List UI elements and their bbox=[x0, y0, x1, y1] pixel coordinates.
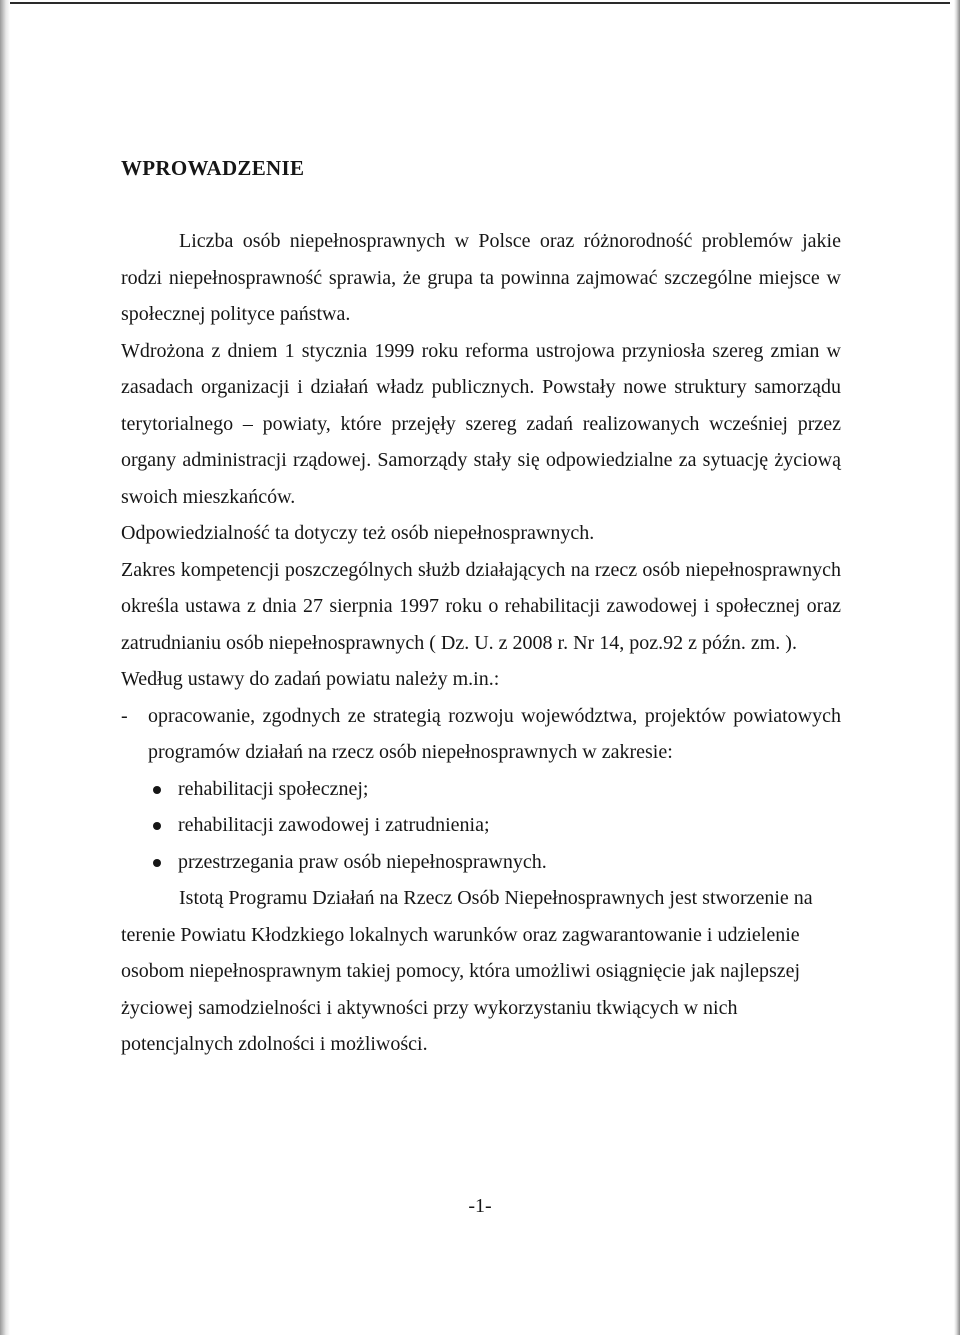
scope-bullet-list bbox=[121, 771, 841, 881]
page-number: -1- bbox=[468, 1195, 492, 1217]
bullet-item bbox=[178, 771, 841, 808]
paragraph-reform: Wdrożona z dniem 1 stycznia 1999 roku reforma ustrojowa przyniosła szereg zmian w zasadach organizacji i działań władz publicznych. Powstały nowe struktury samorządu terytorialnego – powiaty, które przejęły szereg zadań realizowanych wcześniej przez organy administracji rządowej. Samorządy stały się odpowiedzialne za sytuację życiową swoich mieszkańców. bbox=[121, 339, 841, 508]
page-title: WPROWADZENIE bbox=[121, 156, 305, 180]
paragraph-program-essence: Istotą Programu Działań na Rzecz Osób Niepełnosprawnych jest stworzenie na terenie Powiatu Kłodzkiego lokalnych warunków oraz zagwarantowanie i udzielenie osobom niepełnosprawnym takiej pomocy, która umożliwi osiągnięcie jak najlepszej życiowej samodzielności i aktywności przy wykorzystaniu tkwiących w nich potencjalnych zdolności i możliwości. bbox=[121, 887, 813, 1055]
bullet-item-text: rehabilitacji zawodowej i zatrudnienia; bbox=[178, 814, 490, 836]
paragraph-competences: Zakres kompetencji poszczególnych służb działających na rzecz osób niepełnosprawnych określa ustawa z dnia 27 sierpnia 1997 roku o rehabilitacji zawodowej i społecznej oraz zatrudnianiu osób niepełnosprawnych ( Dz. U. z 2008 r. Nr 14, poz.92 z późn. zm. ). bbox=[121, 558, 841, 654]
bullet-item-text: przestrzegania praw osób niepełnosprawnych. bbox=[178, 850, 547, 873]
task-list-item-text: opracowanie, zgodnych ze strategią rozwoju województwa, projektów powiatowych programów działań na rzecz osób niepełnosprawnych w zakresie: bbox=[148, 704, 841, 763]
scan-edge-top bbox=[10, 2, 950, 4]
scan-edge-left bbox=[0, 0, 10, 1335]
bullet-item-text: rehabilitacji społecznej; bbox=[178, 777, 369, 800]
bullet-item bbox=[178, 807, 841, 844]
bullet-dot-icon bbox=[153, 859, 161, 867]
scan-edge-right bbox=[954, 0, 960, 1335]
bullet-item bbox=[178, 844, 841, 881]
paragraph-responsibility: Odpowiedzialność ta dotyczy też osób niepełnosprawnych. bbox=[121, 522, 595, 544]
paragraph-intro: Liczba osób niepełnosprawnych w Polsce oraz różnorodność problemów jakie rodzi niepełnosprawność sprawia, że grupa ta powinna zajmować szczególne miejsce w społecznej polityce państwa. bbox=[121, 230, 841, 325]
dash-marker: - bbox=[121, 704, 128, 727]
document-page bbox=[121, 150, 841, 1063]
bullet-dot-icon bbox=[153, 786, 161, 794]
paragraph-tasks-intro: Według ustawy do zadań powiatu należy m.in.: bbox=[121, 668, 500, 690]
task-list-item bbox=[121, 698, 841, 771]
bullet-dot-icon bbox=[153, 822, 161, 830]
